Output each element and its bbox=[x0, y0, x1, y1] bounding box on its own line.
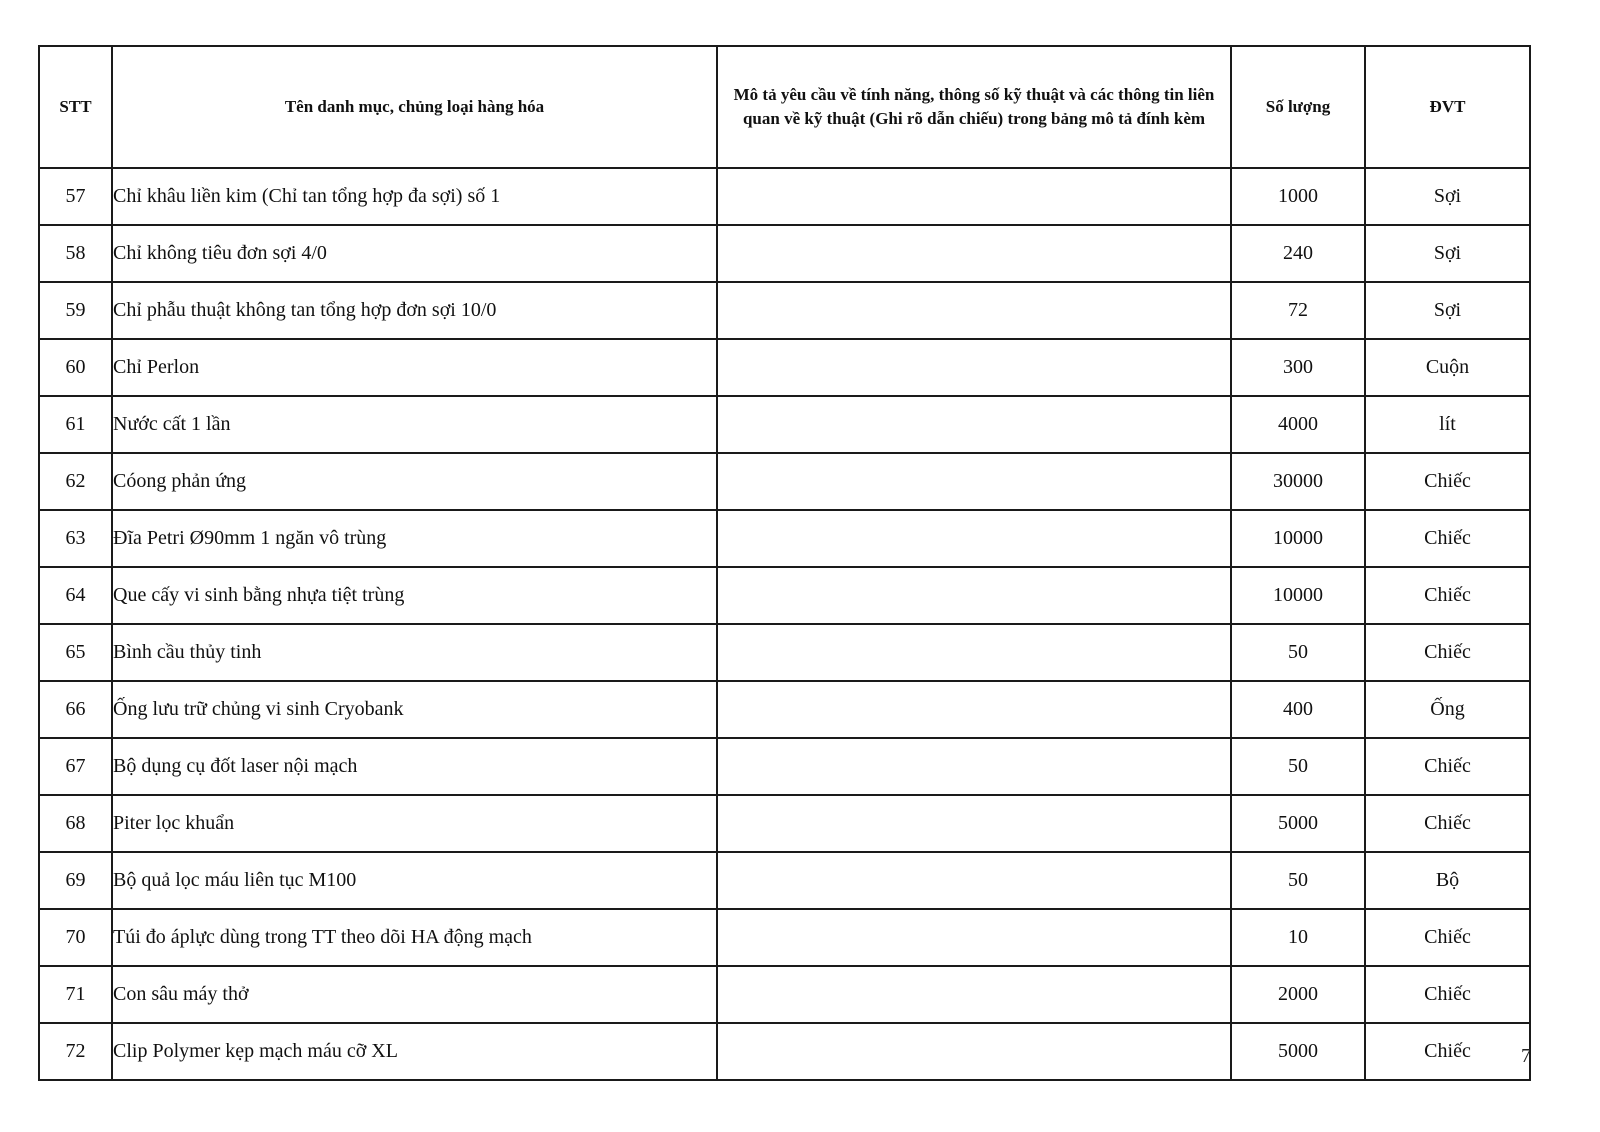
table-row bbox=[39, 396, 1530, 453]
cell-description bbox=[717, 909, 1231, 966]
cell-name: Piter lọc khuẩn bbox=[112, 795, 717, 852]
cell-quantity: 50 bbox=[1231, 624, 1365, 681]
cell-description bbox=[717, 453, 1231, 510]
cell-stt: 57 bbox=[39, 168, 112, 225]
cell-unit: Bộ bbox=[1365, 852, 1530, 909]
cell-quantity: 300 bbox=[1231, 339, 1365, 396]
cell-name: Con sâu máy thở bbox=[112, 966, 717, 1023]
table-row bbox=[39, 909, 1530, 966]
cell-stt: 66 bbox=[39, 681, 112, 738]
cell-name: Chỉ không tiêu đơn sợi 4/0 bbox=[112, 225, 717, 282]
cell-stt: 70 bbox=[39, 909, 112, 966]
table-row bbox=[39, 453, 1530, 510]
table-row bbox=[39, 966, 1530, 1023]
cell-description bbox=[717, 681, 1231, 738]
cell-name: Bộ dụng cụ đốt laser nội mạch bbox=[112, 738, 717, 795]
table-row bbox=[39, 168, 1530, 225]
header-name: Tên danh mục, chủng loại hàng hóa bbox=[112, 46, 717, 168]
goods-table bbox=[38, 45, 1531, 1081]
header-quantity: Số lượng bbox=[1231, 46, 1365, 168]
table-header bbox=[39, 46, 1530, 168]
cell-unit: Ống bbox=[1365, 681, 1530, 738]
cell-quantity: 5000 bbox=[1231, 795, 1365, 852]
cell-stt: 65 bbox=[39, 624, 112, 681]
cell-name: Bình cầu thủy tinh bbox=[112, 624, 717, 681]
cell-description bbox=[717, 510, 1231, 567]
header-row bbox=[39, 46, 1530, 168]
cell-unit: Chiếc bbox=[1365, 966, 1530, 1023]
table-row bbox=[39, 852, 1530, 909]
cell-stt: 67 bbox=[39, 738, 112, 795]
table-row bbox=[39, 1023, 1530, 1080]
header-stt: STT bbox=[39, 46, 112, 168]
cell-name: Nước cất 1 lần bbox=[112, 396, 717, 453]
cell-unit: Chiếc bbox=[1365, 909, 1530, 966]
cell-stt: 71 bbox=[39, 966, 112, 1023]
cell-unit: Chiếc bbox=[1365, 510, 1530, 567]
cell-quantity: 10 bbox=[1231, 909, 1365, 966]
cell-unit: Chiếc bbox=[1365, 795, 1530, 852]
cell-stt: 58 bbox=[39, 225, 112, 282]
cell-unit: Chiếc bbox=[1365, 624, 1530, 681]
cell-quantity: 4000 bbox=[1231, 396, 1365, 453]
cell-name: Chỉ phẫu thuật không tan tổng hợp đơn sợi 10/0 bbox=[112, 282, 717, 339]
cell-description bbox=[717, 225, 1231, 282]
cell-description bbox=[717, 1023, 1231, 1080]
cell-description bbox=[717, 966, 1231, 1023]
table-row bbox=[39, 282, 1530, 339]
cell-description bbox=[717, 339, 1231, 396]
table-row bbox=[39, 624, 1530, 681]
cell-quantity: 72 bbox=[1231, 282, 1365, 339]
table-row bbox=[39, 567, 1530, 624]
cell-name: Cóong phản ứng bbox=[112, 453, 717, 510]
cell-quantity: 10000 bbox=[1231, 567, 1365, 624]
cell-name: Clip Polymer kẹp mạch máu cỡ XL bbox=[112, 1023, 717, 1080]
table-body bbox=[39, 168, 1530, 1080]
cell-unit: lít bbox=[1365, 396, 1530, 453]
table-row bbox=[39, 681, 1530, 738]
cell-stt: 60 bbox=[39, 339, 112, 396]
cell-name: Bộ quả lọc máu liên tục M100 bbox=[112, 852, 717, 909]
cell-stt: 63 bbox=[39, 510, 112, 567]
cell-name: Ống lưu trữ chủng vi sinh Cryobank bbox=[112, 681, 717, 738]
cell-quantity: 240 bbox=[1231, 225, 1365, 282]
cell-description bbox=[717, 168, 1231, 225]
cell-unit: Chiếc bbox=[1365, 738, 1530, 795]
cell-quantity: 1000 bbox=[1231, 168, 1365, 225]
cell-quantity: 10000 bbox=[1231, 510, 1365, 567]
table-row bbox=[39, 225, 1530, 282]
cell-description bbox=[717, 795, 1231, 852]
cell-unit: Chiếc bbox=[1365, 1023, 1530, 1080]
cell-description bbox=[717, 624, 1231, 681]
cell-description bbox=[717, 567, 1231, 624]
cell-description bbox=[717, 396, 1231, 453]
cell-quantity: 30000 bbox=[1231, 453, 1365, 510]
header-unit: ĐVT bbox=[1365, 46, 1530, 168]
table-row bbox=[39, 738, 1530, 795]
cell-stt: 59 bbox=[39, 282, 112, 339]
cell-stt: 62 bbox=[39, 453, 112, 510]
cell-unit: Sợi bbox=[1365, 225, 1530, 282]
cell-name: Chỉ khâu liền kim (Chỉ tan tổng hợp đa sợi) số 1 bbox=[112, 168, 717, 225]
table-row bbox=[39, 795, 1530, 852]
cell-quantity: 400 bbox=[1231, 681, 1365, 738]
cell-description bbox=[717, 282, 1231, 339]
cell-stt: 72 bbox=[39, 1023, 112, 1080]
cell-name: Chỉ Perlon bbox=[112, 339, 717, 396]
header-description: Mô tả yêu cầu về tính năng, thông số kỹ thuật và các thông tin liên quan về kỹ thuật (Ghi rõ dẫn chiếu) trong bảng mô tả đính kèm bbox=[717, 46, 1231, 168]
cell-stt: 69 bbox=[39, 852, 112, 909]
cell-description bbox=[717, 852, 1231, 909]
cell-unit: Chiếc bbox=[1365, 567, 1530, 624]
cell-name: Que cấy vi sinh bằng nhựa tiệt trùng bbox=[112, 567, 717, 624]
cell-unit: Sợi bbox=[1365, 282, 1530, 339]
cell-quantity: 50 bbox=[1231, 852, 1365, 909]
cell-quantity: 5000 bbox=[1231, 1023, 1365, 1080]
cell-unit: Sợi bbox=[1365, 168, 1530, 225]
table-row bbox=[39, 510, 1530, 567]
cell-quantity: 50 bbox=[1231, 738, 1365, 795]
table-row bbox=[39, 339, 1530, 396]
cell-name: Đĩa Petri Ø90mm 1 ngăn vô trùng bbox=[112, 510, 717, 567]
cell-unit: Cuộn bbox=[1365, 339, 1530, 396]
cell-unit: Chiếc bbox=[1365, 453, 1530, 510]
page-mark: 7 bbox=[1521, 1045, 1531, 1067]
cell-stt: 64 bbox=[39, 567, 112, 624]
cell-quantity: 2000 bbox=[1231, 966, 1365, 1023]
cell-description bbox=[717, 738, 1231, 795]
cell-stt: 68 bbox=[39, 795, 112, 852]
cell-name: Túi đo áplực dùng trong TT theo dõi HA động mạch bbox=[112, 909, 717, 966]
cell-stt: 61 bbox=[39, 396, 112, 453]
